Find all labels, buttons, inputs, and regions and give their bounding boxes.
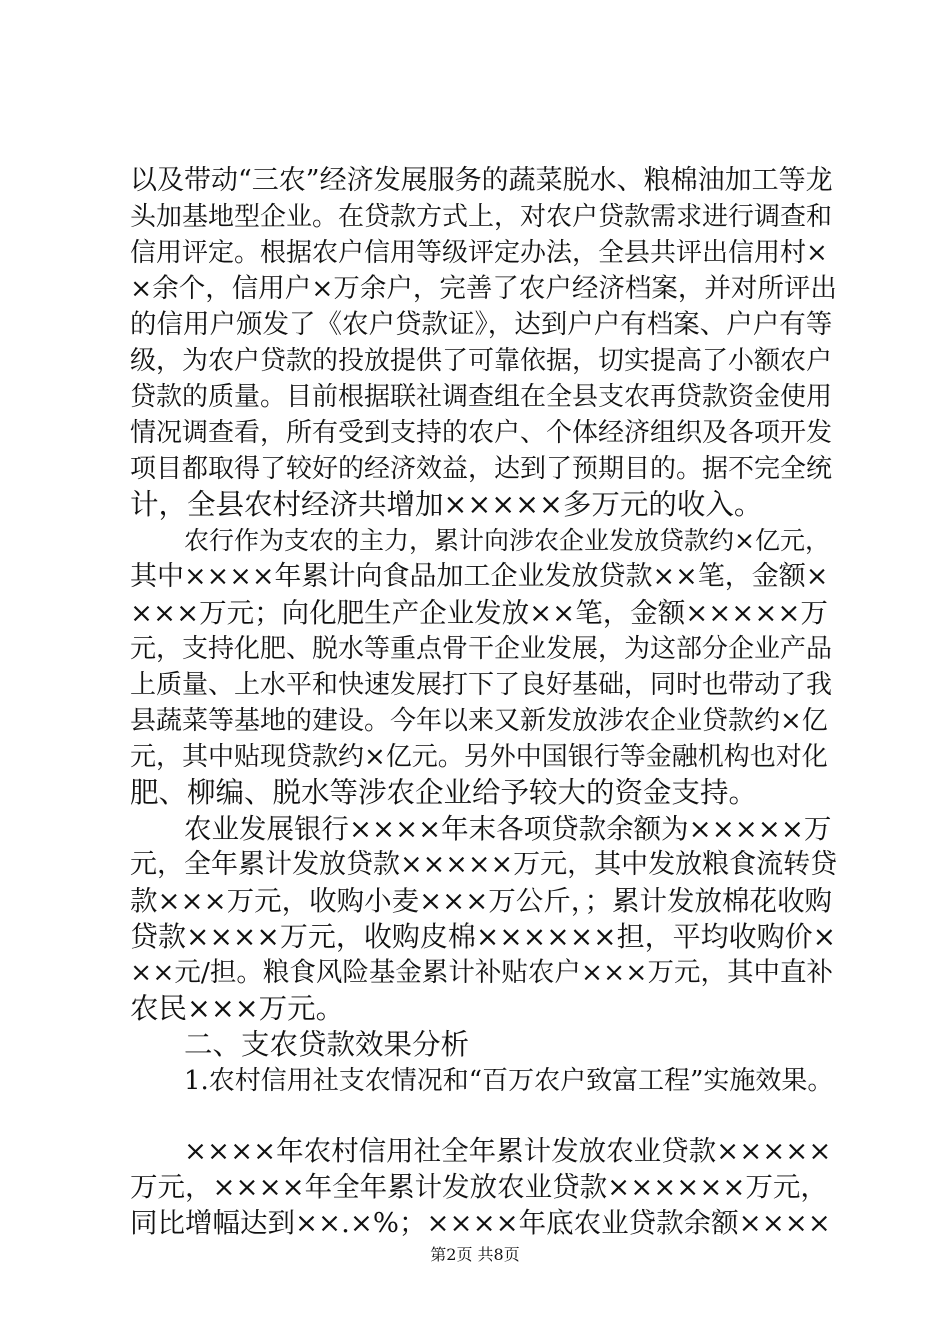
text-line: 计，全县农村经济共增加×××××多万元的收入。 — [130, 488, 763, 521]
text-line: 农民×××万元。 — [130, 992, 345, 1025]
text-line: 县蔬菜等基地的建设。今年以来又新发放涉农企业贷款约×亿 — [130, 706, 828, 736]
text-line: 的信用户颁发了《农户贷款证》，达到户户有档案、户户有等 — [130, 309, 833, 340]
text-line: 头加基地型企业。在贷款方式上，对农户贷款需求进行调查和 — [130, 202, 833, 232]
subsection-heading: 1.农村信用社支农情况和“百万农户致富工程”实施效果。 — [184, 1066, 834, 1096]
page-number-footer: 第2页 共8页 — [430, 1245, 520, 1264]
text-line: 项目都取得了较好的经济效益，达到了预期目的。据不完全统 — [130, 454, 833, 484]
paragraph-start-line: 农行作为支农的主力，累计向涉农企业发放贷款约×亿元， — [184, 526, 830, 555]
text-line: 款×××万元，收购小麦×××万公斤，；累计发放棉花收购 — [130, 885, 832, 917]
paragraph-start-line: ××××年农村信用社全年累计发放农业贷款××××× — [184, 1135, 832, 1167]
text-line: 元，全年累计发放贷款×××××万元，其中发放粮食流转贷 — [130, 849, 838, 880]
section-heading: 二、支农贷款效果分析 — [184, 1028, 470, 1061]
text-line: 贷款的质量。目前根据联社调查组在全县支农再贷款资金使用 — [130, 382, 833, 412]
text-line: 贷款××××万元，收购皮棉××××××担，平均收购价× — [130, 920, 837, 953]
text-line: 以及带动“三农”经济发展服务的蔬菜脱水、粮棉油加工等龙 — [130, 165, 833, 196]
text-line: 情况调查看，所有受到支持的农户、个体经济组织及各项开发 — [130, 418, 833, 448]
text-line: ×余个，信用户×万余户，完善了农户经济档案，并对所评出 — [130, 273, 837, 304]
text-line: ×××万元；向化肥生产企业发放××笔，金额×××××万 — [130, 597, 828, 629]
text-line: 上质量、上水平和快速发展打下了良好基础，同时也带动了我 — [130, 670, 833, 700]
text-line: 元，其中贴现贷款约×亿元。另外中国银行等金融机构也对化 — [130, 742, 828, 772]
text-line: 级，为农户贷款的投放提供了可靠依据，切实提高了小额农户 — [130, 346, 833, 376]
text-line: 信用评定。根据农户信用等级评定办法，全县共评出信用村× — [130, 238, 828, 268]
text-line: 其中××××年累计向食品加工企业发放贷款××笔，金额× — [130, 561, 829, 592]
text-line: 万元，××××年全年累计发放农业贷款××××××万元， — [130, 1171, 828, 1203]
text-line: 肥、柳编、脱水等涉农企业给予较大的资金支持。 — [130, 776, 758, 809]
text-line: ××元/担。粮食风险基金累计补贴农户×××万元，其中直补 — [130, 957, 833, 988]
text-line: 同比增幅达到××.×%；××××年底农业贷款余额×××× — [130, 1207, 831, 1239]
text-line: 元，支持化肥、脱水等重点骨干企业发展，为这部分企业产品 — [130, 634, 833, 664]
paragraph-start-line: 农业发展银行××××年末各项贷款余额为×××××万 — [184, 813, 832, 845]
